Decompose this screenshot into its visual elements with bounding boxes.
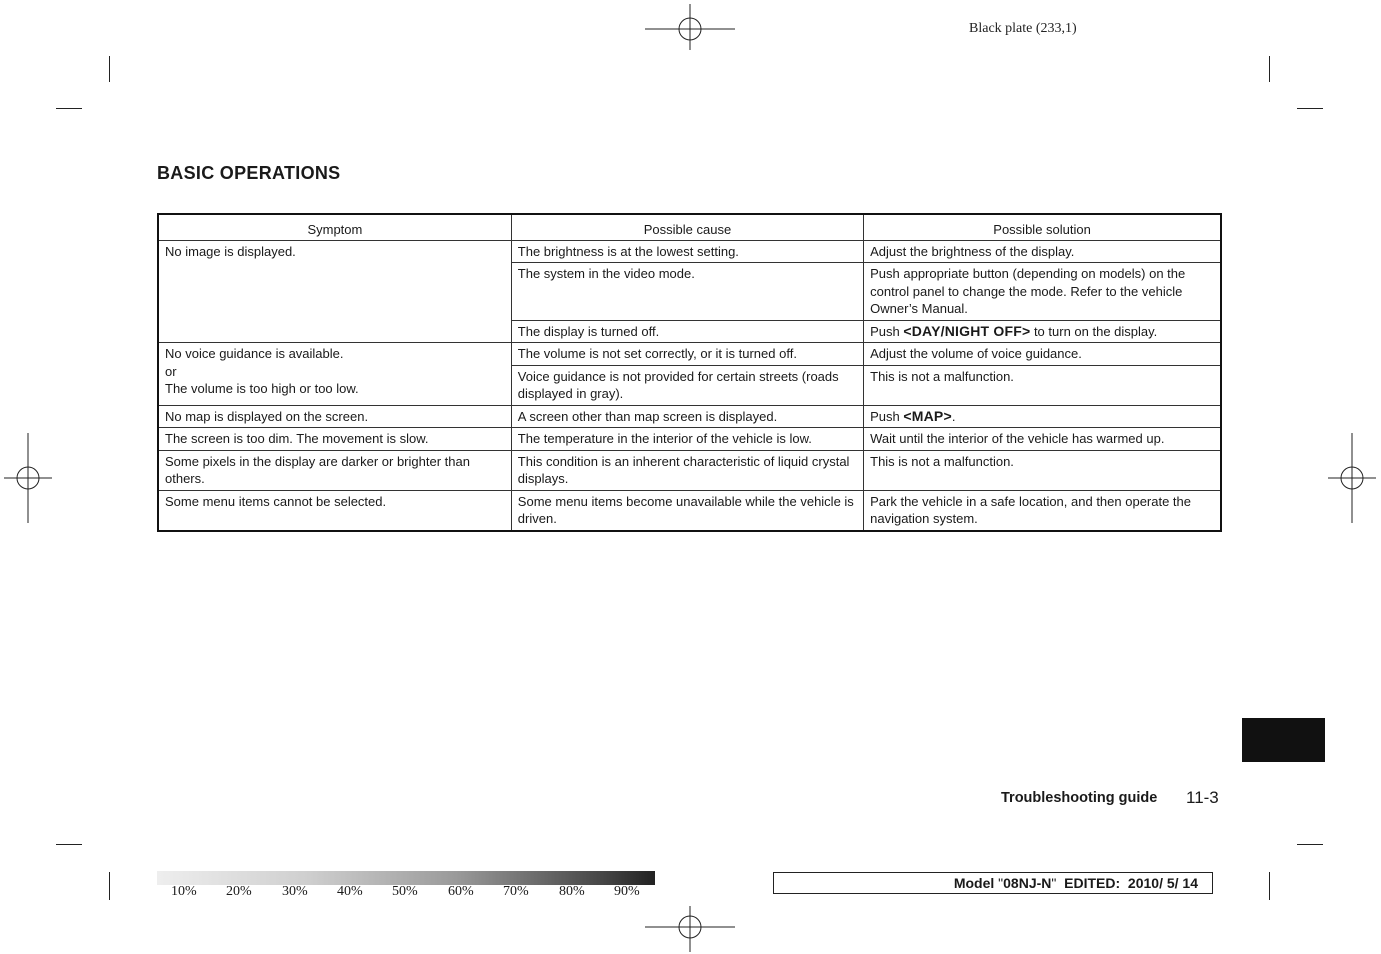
crop-mark xyxy=(1269,872,1270,900)
column-header-cause: Possible cause xyxy=(511,214,863,240)
solution-cell xyxy=(864,320,1221,343)
scale-label: 40% xyxy=(337,884,363,899)
table-row xyxy=(158,343,1221,366)
table-header-row xyxy=(158,214,1221,240)
scale-label: 80% xyxy=(559,884,585,899)
solution-cell: This is not a malfunction. xyxy=(864,450,1221,490)
solution-cell: This is not a malfunction. xyxy=(864,365,1221,405)
cause-cell: Some menu items become unavailable while the vehicle is driven. xyxy=(511,490,863,531)
solution-cell: Wait until the interior of the vehicle has warmed up. xyxy=(864,428,1221,451)
column-header-symptom: Symptom xyxy=(158,214,511,240)
cause-cell: The system in the video mode. xyxy=(511,263,863,321)
cause-cell: Voice guidance is not provided for certain streets (roads displayed in gray). xyxy=(511,365,863,405)
symptom-cell: The screen is too dim. The movement is slow. xyxy=(158,428,511,451)
crop-mark xyxy=(1297,844,1323,845)
solution-cell: Park the vehicle in a safe location, and then operate the navigation system. xyxy=(864,490,1221,531)
crop-mark xyxy=(1269,56,1270,82)
solution-text: Push xyxy=(870,408,904,424)
table-row xyxy=(158,240,1221,263)
scale-label: 10% xyxy=(171,884,197,899)
symptom-cell: No map is displayed on the screen. xyxy=(158,405,511,428)
print-density-labels xyxy=(157,884,667,902)
cause-cell: The volume is not set correctly, or it is turned off. xyxy=(511,343,863,366)
scale-label: 50% xyxy=(392,884,418,899)
solution-cell: Push appropriate button (depending on models) on the control panel to change the mode. Refer to the vehicle Owner’s Manual. xyxy=(864,263,1221,321)
table-row xyxy=(158,490,1221,531)
solution-text: Push xyxy=(870,323,904,339)
model-edit-box xyxy=(773,872,1213,894)
cause-cell: The brightness is at the lowest setting. xyxy=(511,240,863,263)
symptom-line: No voice guidance is available. xyxy=(165,346,344,361)
model-quote: " xyxy=(1051,875,1057,891)
crop-mark xyxy=(1297,108,1323,109)
chapter-tab xyxy=(1242,718,1325,762)
page-number: 11-3 xyxy=(1186,788,1219,807)
crop-mark xyxy=(109,872,110,900)
crop-mark xyxy=(109,56,110,82)
section-title: BASIC OPERATIONS xyxy=(157,163,341,183)
key-label: <MAP> xyxy=(903,407,952,424)
key-label: <DAY/NIGHT OFF> xyxy=(903,322,1031,339)
symptom-cell xyxy=(158,343,511,406)
table-row xyxy=(158,428,1221,451)
registration-mark-left xyxy=(4,433,52,523)
table-row xyxy=(158,405,1221,428)
plate-label: Black plate (233,1) xyxy=(969,21,1077,36)
model-edited: EDITED: 2010/ 5/ 14 xyxy=(1056,875,1198,891)
solution-text: to turn on the display. xyxy=(1030,323,1158,339)
solution-text: . xyxy=(951,408,956,424)
cause-cell: The display is turned off. xyxy=(511,320,863,343)
symptom-cell: No image is displayed. xyxy=(158,240,511,343)
symptom-cell: Some menu items cannot be selected. xyxy=(158,490,511,531)
cause-cell: A screen other than map screen is displayed. xyxy=(511,405,863,428)
model-prefix: Model xyxy=(953,875,999,891)
model-quote: " xyxy=(998,875,1004,891)
scale-label: 70% xyxy=(503,884,529,899)
crop-mark xyxy=(56,844,82,845)
model-code: 08NJ-N xyxy=(1003,875,1052,891)
crop-mark xyxy=(56,108,82,109)
footer-section-name: Troubleshooting guide xyxy=(1001,790,1158,806)
registration-mark-top xyxy=(645,4,735,50)
scale-label: 90% xyxy=(614,884,640,899)
scale-label: 60% xyxy=(448,884,474,899)
print-density-scale xyxy=(157,871,655,885)
cause-cell: This condition is an inherent characteristic of liquid crystal displays. xyxy=(511,450,863,490)
symptom-line: The volume is too high or too low. xyxy=(165,381,359,396)
registration-mark-bottom xyxy=(645,906,735,952)
scale-label: 20% xyxy=(226,884,252,899)
scale-label: 30% xyxy=(282,884,308,899)
table-row xyxy=(158,450,1221,490)
column-header-solution: Possible solution xyxy=(864,214,1221,240)
registration-mark-right xyxy=(1328,433,1376,523)
solution-cell: Adjust the volume of voice guidance. xyxy=(864,343,1221,366)
symptom-line: or xyxy=(165,363,177,379)
solution-cell xyxy=(864,405,1221,428)
troubleshooting-table xyxy=(157,213,1222,532)
solution-cell: Adjust the brightness of the display. xyxy=(864,240,1221,263)
cause-cell: The temperature in the interior of the vehicle is low. xyxy=(511,428,863,451)
symptom-cell: Some pixels in the display are darker or brighter than others. xyxy=(158,450,511,490)
